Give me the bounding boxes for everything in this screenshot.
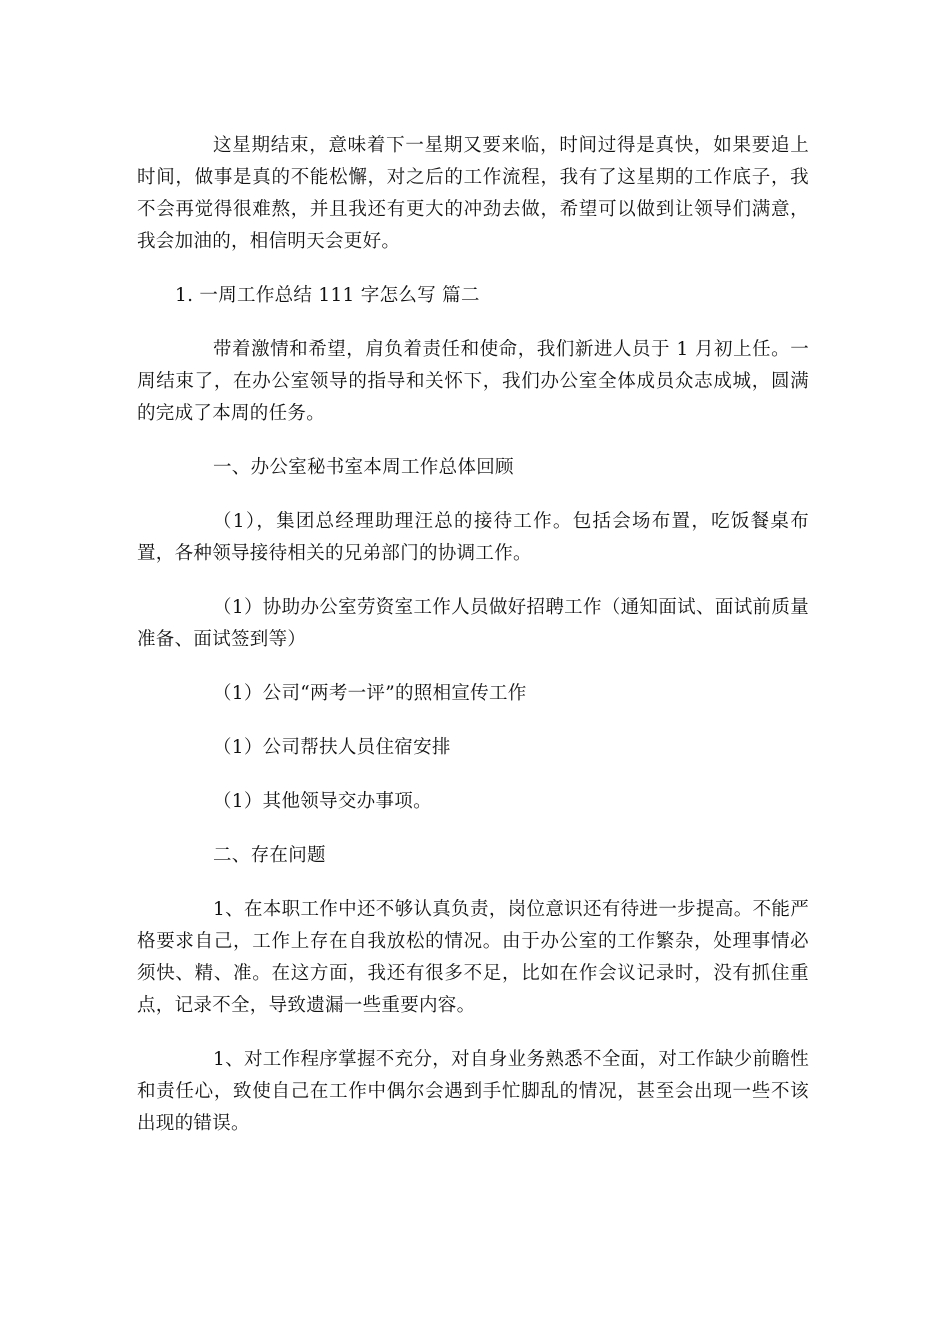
list-item: （1）协助办公室劳资室工作人员做好招聘工作（通知面试、面试前质量准备、面试签到等） — [137, 597, 809, 650]
paragraph-week-end: 这星期结束，意味着下一星期又要来临，时间过得是真快，如果要追上时间，做事是真的不能松懈，对之后的工作流程，我有了这星期的工作底子，我不会再觉得很难熬，并且我还有更大的冲劲去做，希望可以做到让领导们满意，我会加油的，相信明天会更好。 — [137, 135, 809, 252]
section-title-part-two: 1. 一周工作总结 111 字怎么写 篇二 — [175, 285, 480, 306]
list-item: （1）公司“两考一评”的照相宣传工作 — [213, 683, 527, 704]
heading-problems: 二、存在问题 — [213, 845, 326, 866]
list-item: （1）其他领导交办事项。 — [213, 791, 432, 812]
paragraph-problem-two: 1、对工作程序掌握不充分，对自身业务熟悉不全面，对工作缺少前瞻性和责任心，致使自己在工作中偶尔会遇到手忙脚乱的情况，甚至会出现一些不该出现的错误。 — [137, 1049, 809, 1134]
paragraph-problem-one: 1、在本职工作中还不够认真负责，岗位意识还有待进一步提高。不能严格要求自己，工作上存在自我放松的情况。由于办公室的工作繁杂，处理事情必须快、精、准。在这方面，我还有很多不足，比如在作会议记录时，没有抓住重点，记录不全，导致遗漏一些重要内容。 — [137, 899, 809, 1016]
paragraph-intro: 带着激情和希望，肩负着责任和使命，我们新进人员于 1 月初上任。一周结束了，在办公室领导的指导和关怀下，我们办公室全体成员众志成城，圆满的完成了本周的任务。 — [137, 339, 809, 424]
document-body — [137, 130, 809, 1162]
list-item: （1）公司帮扶人员住宿安排 — [213, 737, 451, 758]
list-item: （1），集团总经理助理汪总的接待工作。包括会场布置，吃饭餐桌布置，各种领导接待相关的兄弟部门的协调工作。 — [137, 511, 809, 564]
heading-review: 一、办公室秘书室本周工作总体回顾 — [213, 457, 514, 478]
